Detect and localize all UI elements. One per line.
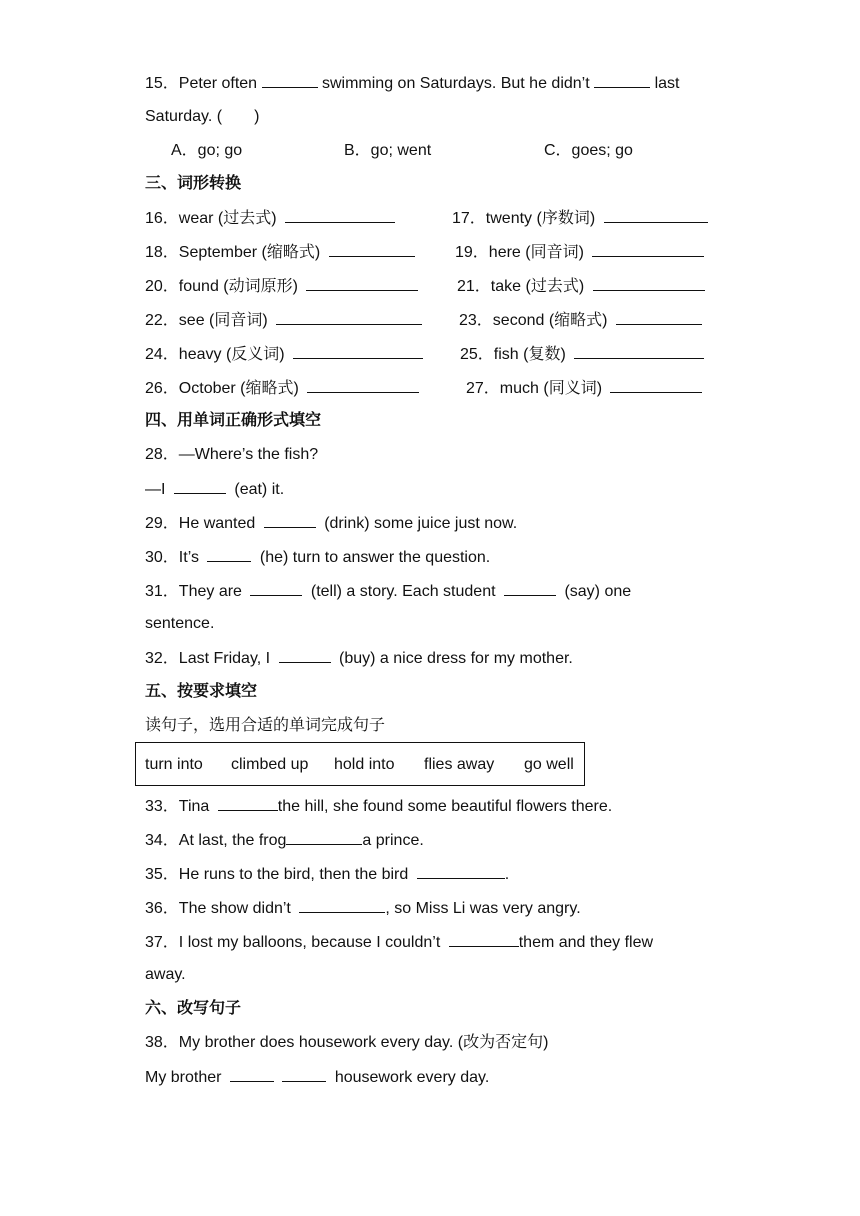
q17	[452, 208, 708, 229]
q17-text: 17．twenty (序数词)	[452, 210, 596, 227]
q33	[145, 796, 612, 817]
q27	[466, 378, 702, 399]
word-bank-item: climbed up	[231, 756, 309, 773]
q38-text-b: housework every day.	[334, 1069, 490, 1086]
section-3-heading: 三、词形转换	[145, 175, 242, 192]
word-bank-item: hold into	[334, 756, 395, 773]
section-5-instruction: 读句子，选用合适的单词完成句子	[145, 717, 386, 734]
q34-blank[interactable]	[286, 830, 362, 845]
q21	[457, 276, 705, 297]
q38-line2	[145, 1067, 489, 1088]
q24	[145, 344, 423, 365]
q24-text: 24．heavy (反义词)	[145, 346, 285, 363]
q26-text: 26．October (缩略式)	[145, 380, 299, 397]
q29	[145, 513, 517, 534]
q31-line1	[145, 581, 631, 602]
q17-blank[interactable]	[604, 208, 708, 223]
q33-text-b: the hill, she found some beautiful flowers there.	[277, 798, 613, 815]
q31-line2: sentence.	[145, 615, 215, 632]
q30	[145, 547, 490, 568]
q15-option-c[interactable]: C．goes; go	[544, 142, 633, 159]
q31-text-c: (say) one	[564, 583, 632, 600]
q27-blank[interactable]	[610, 378, 702, 393]
q38-line1: 38．My brother does housework every day. (改为否定句)	[145, 1034, 549, 1051]
q31-text-a: 31．They are	[145, 583, 242, 600]
q38-blank-1[interactable]	[230, 1067, 274, 1082]
q37-text-b: them and they flew	[518, 934, 654, 951]
q33-blank[interactable]	[218, 796, 278, 811]
q36-text-a: 36．The show didn’t	[145, 900, 291, 917]
q28-text-a: —I	[145, 481, 166, 498]
q30-blank[interactable]	[207, 547, 251, 562]
q25	[460, 344, 704, 365]
q36-text-b: , so Miss Li was very angry.	[385, 900, 581, 917]
word-bank-item: turn into	[145, 756, 203, 773]
q34-text-b: a prince.	[362, 832, 424, 849]
q36	[145, 898, 581, 919]
q30-text-a: 30．It’s	[145, 549, 199, 566]
q19-blank[interactable]	[592, 242, 704, 257]
section-5-heading: 五、按要求填空	[145, 683, 258, 700]
q36-blank[interactable]	[299, 898, 385, 913]
q29-text-a: 29．He wanted	[145, 515, 256, 532]
q29-blank[interactable]	[264, 513, 316, 528]
q22-blank[interactable]	[276, 310, 422, 325]
q15-text-c: last	[654, 75, 680, 92]
word-bank-item: go well	[524, 756, 574, 773]
q18-text: 18．September (缩略式)	[145, 244, 321, 261]
q28-line2	[145, 479, 284, 500]
q33-text-a: 33．Tina	[145, 798, 210, 815]
q21-blank[interactable]	[593, 276, 705, 291]
q15-line2: Saturday. ( )	[145, 108, 260, 125]
q35-text-b: .	[504, 866, 510, 883]
q26	[145, 378, 419, 399]
q31-blank-2[interactable]	[504, 581, 556, 596]
q22-text: 22．see (同音词)	[145, 312, 268, 329]
q28-blank[interactable]	[174, 479, 226, 494]
q21-text: 21．take (过去式)	[457, 278, 585, 295]
q15-blank-1[interactable]	[262, 73, 318, 88]
q16-blank[interactable]	[285, 208, 395, 223]
q19	[455, 242, 704, 263]
q35-text-a: 35．He runs to the bird, then the bird	[145, 866, 409, 883]
q25-text: 25．fish (复数)	[460, 346, 566, 363]
q15-option-b[interactable]: B．go; went	[344, 142, 432, 159]
q27-text: 27．much (同义词)	[466, 380, 603, 397]
q15-line1	[145, 73, 679, 94]
section-4-heading: 四、用单词正确形式填空	[145, 412, 322, 429]
q23-text: 23．second (缩略式)	[459, 312, 608, 329]
q38-blank-2[interactable]	[282, 1067, 326, 1082]
q23	[459, 310, 702, 331]
q15-text-b: swimming on Saturdays. But he didn’t	[321, 75, 590, 92]
q28-line1: 28．—Where’s the fish?	[145, 446, 319, 463]
q37-blank[interactable]	[449, 932, 519, 947]
q29-text-b: (drink) some juice just now.	[324, 515, 518, 532]
q37-line2: away.	[145, 966, 186, 983]
q28-text-b: (eat) it.	[234, 481, 285, 498]
q38-text-a: My brother	[145, 1069, 222, 1086]
q20	[145, 276, 418, 297]
q15-text-a: 15．Peter often	[145, 75, 258, 92]
q35-blank[interactable]	[417, 864, 505, 879]
q15-option-a[interactable]: A．go; go	[171, 142, 243, 159]
q22	[145, 310, 422, 331]
q32-text-a: 32．Last Friday, I	[145, 650, 271, 667]
q34	[145, 830, 424, 851]
q19-text: 19．here (同音词)	[455, 244, 584, 261]
q23-blank[interactable]	[616, 310, 702, 325]
q32	[145, 648, 573, 669]
q30-text-b: (he) turn to answer the question.	[259, 549, 491, 566]
q31-blank-1[interactable]	[250, 581, 302, 596]
q34-text-a: 34．At last, the frog	[145, 832, 287, 849]
q18-blank[interactable]	[329, 242, 415, 257]
word-bank-box	[135, 742, 585, 786]
q32-blank[interactable]	[279, 648, 331, 663]
q25-blank[interactable]	[574, 344, 704, 359]
q24-blank[interactable]	[293, 344, 423, 359]
q32-text-b: (buy) a nice dress for my mother.	[339, 650, 573, 667]
section-6-heading: 六、改写句子	[145, 1000, 242, 1017]
q26-blank[interactable]	[307, 378, 419, 393]
q31-text-b: (tell) a story. Each student	[310, 583, 496, 600]
q37-text-a: 37．I lost my balloons, because I couldn’t	[145, 934, 441, 951]
q16-text: 16．wear (过去式)	[145, 210, 277, 227]
q15-blank-2[interactable]	[594, 73, 650, 88]
q35	[145, 864, 509, 885]
word-bank-item: flies away	[424, 756, 495, 773]
q37-line1	[145, 932, 653, 953]
q20-blank[interactable]	[306, 276, 418, 291]
q18	[145, 242, 415, 263]
q16	[145, 208, 395, 229]
q20-text: 20．found (动词原形)	[145, 278, 298, 295]
